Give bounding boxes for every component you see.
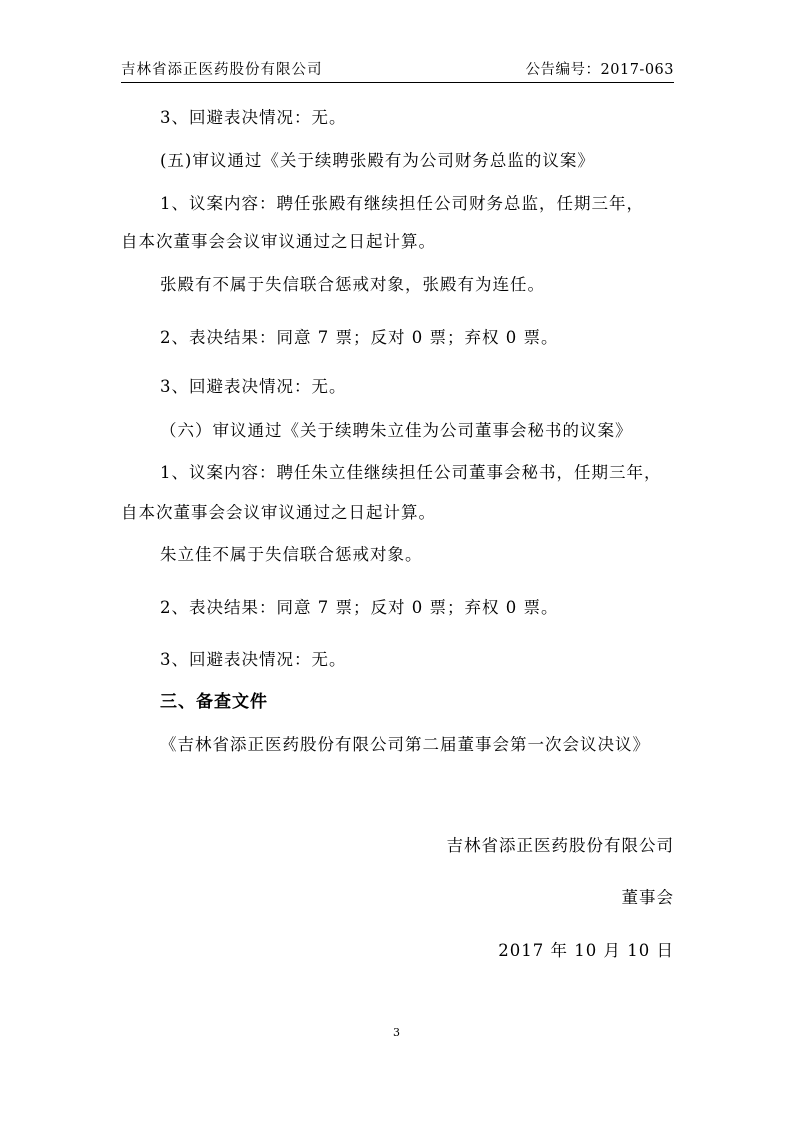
page-number: 3 <box>393 1026 400 1039</box>
item-six-content-line-1: 1、议案内容：聘任朱立佳继续担任公司董事会秘书，任期三年， <box>160 463 662 482</box>
item-six-content-line-2: 自本次董事会会议审议通过之日起计算。 <box>121 503 436 522</box>
item-five-content-line-2: 自本次董事会会议审议通过之日起计算。 <box>121 232 436 251</box>
item-five-integrity-note: 张殿有不属于失信联合惩戒对象，张殿有为连任。 <box>160 275 545 294</box>
item-six-recusal: 3、回避表决情况：无。 <box>160 650 347 669</box>
signature-date: 2017 年 10 月 10 日 <box>498 941 674 960</box>
item-five-vote-result: 2、表决结果：同意 7 票；反对 0 票；弃权 0 票。 <box>160 328 559 347</box>
item-six-heading: （六）审议通过《关于续聘朱立佳为公司董事会秘书的议案》 <box>160 421 633 440</box>
section-three-heading: 三、备查文件 <box>160 692 268 712</box>
paragraph-recusal-4: 3、回避表决情况：无。 <box>160 108 347 127</box>
signature-board: 董事会 <box>621 888 674 907</box>
signature-company: 吉林省添正医药股份有限公司 <box>446 836 674 855</box>
item-five-content-line-1: 1、议案内容：聘任张殿有继续担任公司财务总监，任期三年， <box>160 194 644 213</box>
reference-document: 《吉林省添正医药股份有限公司第二届董事会第一次会议决议》 <box>160 735 650 754</box>
header-notice-number: 公告编号：2017-063 <box>525 62 674 78</box>
item-six-vote-result: 2、表决结果：同意 7 票；反对 0 票；弃权 0 票。 <box>160 598 559 617</box>
item-five-heading: (五)审议通过《关于续聘张殿有为公司财务总监的议案》 <box>160 151 595 170</box>
header-company-name: 吉林省添正医药股份有限公司 <box>121 62 323 78</box>
item-five-recusal: 3、回避表决情况：无。 <box>160 377 347 396</box>
item-six-integrity-note: 朱立佳不属于失信联合惩戒对象。 <box>160 545 423 564</box>
page-header <box>121 56 674 83</box>
